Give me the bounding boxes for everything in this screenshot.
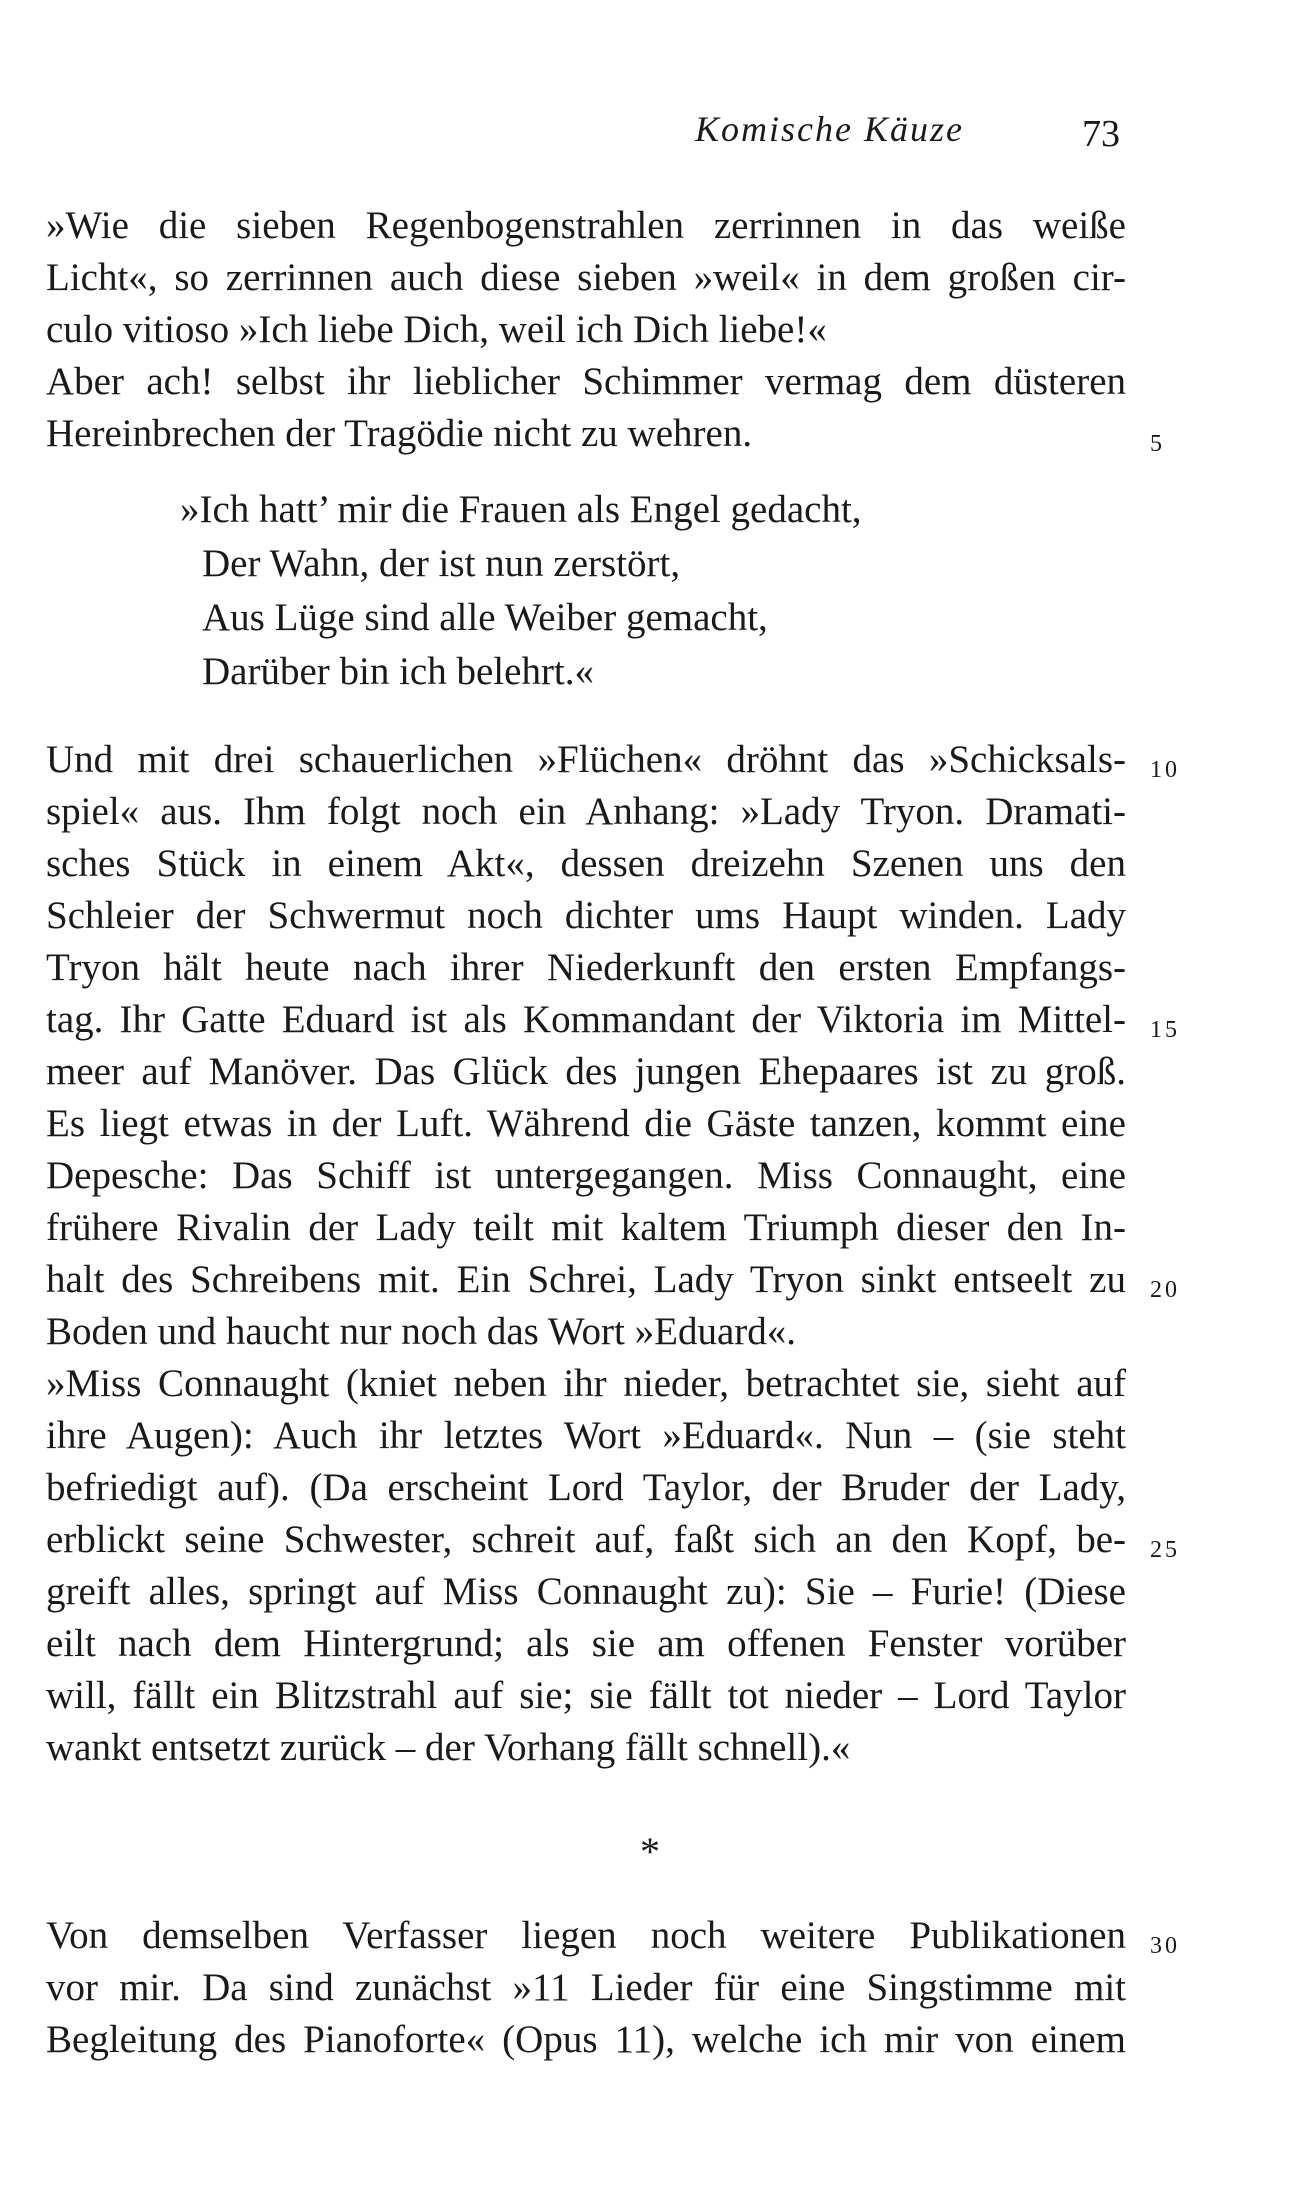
text-line: culo vitioso »Ich liebe Dich, weil ich Dich liebe!« xyxy=(46,308,827,351)
poem-line: »Ich hatt’ mir die Frauen als Engel gedacht, xyxy=(180,488,862,531)
text-line: wankt entsetzt zurück – der Vorhang fällt schnell).« xyxy=(46,1726,851,1769)
line-number: 25 xyxy=(1150,1537,1180,1563)
page-number: 73 xyxy=(1082,113,1120,155)
text-line: Es liegt etwas in der Luft. Während die Gäste tanzen, kommt eine xyxy=(46,1102,1126,1145)
text-line: halt des Schreibens mit. Ein Schrei, Lady Tryon sinkt entseelt zu xyxy=(46,1258,1126,1301)
text-line: Aber ach! selbst ihr lieblicher Schimmer vermag dem düsteren xyxy=(46,360,1126,403)
running-title: Komische Käuze xyxy=(695,109,964,149)
line-number: 30 xyxy=(1150,1933,1180,1959)
text-line: Boden und haucht nur noch das Wort »Eduard«. xyxy=(46,1310,796,1353)
text-line: ihre Augen): Auch ihr letztes Wort »Eduard«. Nun – (sie steht xyxy=(46,1414,1126,1457)
poem-line: Aus Lüge sind alle Weiber gemacht, xyxy=(202,596,768,639)
section-divider-asterisk: * xyxy=(640,1829,660,1874)
text-line: greift alles, springt auf Miss Connaught zu): Sie – Furie! (Diese xyxy=(46,1570,1126,1613)
text-line: sches Stück in einem Akt«, dessen dreizehn Szenen uns den xyxy=(46,842,1126,885)
poem-line: Darüber bin ich belehrt.« xyxy=(202,650,595,693)
text-line: meer auf Manöver. Das Glück des jungen Ehepaares ist zu groß. xyxy=(46,1050,1126,1093)
text-line: tag. Ihr Gatte Eduard ist als Kommandant der Viktoria im Mittel- xyxy=(46,998,1126,1041)
page-header xyxy=(0,108,1294,168)
text-line: befriedigt auf). (Da erscheint Lord Taylor, der Bruder der Lady, xyxy=(46,1466,1126,1509)
poem-line: Der Wahn, der ist nun zerstört, xyxy=(202,542,681,585)
line-number: 10 xyxy=(1150,757,1180,783)
text-line: Und mit drei schauerlichen »Flüchen« dröhnt das »Schicksals- xyxy=(46,738,1126,781)
text-line: Licht«, so zerrinnen auch diese sieben »weil« in dem großen cir- xyxy=(46,256,1126,299)
line-number: 15 xyxy=(1150,1017,1180,1043)
line-number: 20 xyxy=(1150,1277,1180,1303)
text-line: Von demselben Verfasser liegen noch weitere Publikationen xyxy=(46,1914,1126,1957)
text-line: Schleier der Schwermut noch dichter ums Haupt winden. Lady xyxy=(46,894,1126,937)
text-line: erblickt seine Schwester, schreit auf, faßt sich an den Kopf, be- xyxy=(46,1518,1126,1561)
text-line: Begleitung des Pianoforte« (Opus 11), welche ich mir von einem xyxy=(46,2018,1126,2061)
text-line: Hereinbrechen der Tragödie nicht zu wehren. xyxy=(46,412,753,455)
line-number: 5 xyxy=(1150,431,1165,457)
text-line: frühere Rivalin der Lady teilt mit kaltem Triumph dieser den In- xyxy=(46,1206,1126,1249)
text-line: »Wie die sieben Regenbogenstrahlen zerrinnen in das weiße xyxy=(46,204,1126,247)
text-line: Depesche: Das Schiff ist untergegangen. Miss Connaught, eine xyxy=(46,1154,1126,1197)
text-line: eilt nach dem Hintergrund; als sie am offenen Fenster vorüber xyxy=(46,1622,1126,1665)
text-line: spiel« aus. Ihm folgt noch ein Anhang: »Lady Tryon. Dramati- xyxy=(46,790,1126,833)
text-line: Tryon hält heute nach ihrer Niederkunft den ersten Empfangs- xyxy=(46,946,1126,989)
text-line: will, fällt ein Blitzstrahl auf sie; sie fällt tot nieder – Lord Taylor xyxy=(46,1674,1126,1717)
text-line: »Miss Connaught (kniet neben ihr nieder, betrachtet sie, sieht auf xyxy=(46,1362,1126,1405)
text-line: vor mir. Da sind zunächst »11 Lieder für eine Singstimme mit xyxy=(46,1966,1126,2009)
